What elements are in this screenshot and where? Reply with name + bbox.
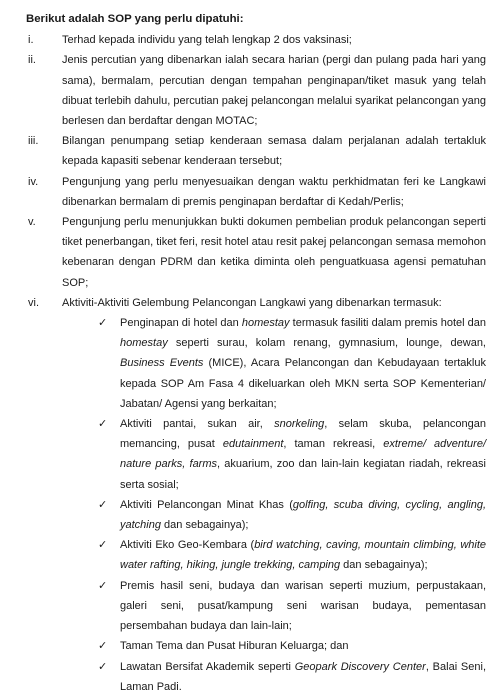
activity-item: [98, 535, 486, 575]
item-text: Pengunjung yang perlu menyesuaikan dengan waktu perkhidmatan feri ke Langkawi dibenarkan bermalam di premis penginapan berdaftar di Kedah/Perlis;: [62, 175, 486, 208]
item-text: Bilangan penumpang setiap kenderaan semasa dalam perjalanan adalah tertakluk kepada kapasiti sebenar kenderaan tersebut;: [62, 135, 486, 168]
sop-item: [26, 131, 486, 171]
activity-text: Penginapan di hotel dan homestay termasuk fasiliti dalam premis hotel dan homestay seperti surau, kolam renang, gymnasium, lounge, dewan, Business Events (MICE), Acara Pelancongan dan Kebudayaan tertakluk kepada SOP Am Fasa 4 dikeluarkan oleh MKN serta SOP Kementerian/ Jabatan/ Agensi yang berkaitan;: [120, 317, 487, 410]
activity-item: [98, 576, 486, 637]
sop-item: [26, 30, 486, 50]
item-number: vi.: [28, 296, 39, 309]
sop-item: [26, 212, 486, 293]
check-mark-icon: ✓: [98, 578, 108, 592]
activity-item: [98, 495, 486, 535]
item-text: Terhad kepada individu yang telah lengkap 2 dos vaksinasi;: [62, 34, 352, 47]
item-number: v.: [28, 216, 36, 229]
item-number: i.: [28, 34, 34, 47]
activities-list: [62, 313, 486, 697]
activity-text: Aktiviti Eko Geo-Kembara (bird watching, caving, mountain climbing, white water rafting, hiking, jungle trekking, camping dan sebagainya);: [120, 539, 487, 572]
check-mark-icon: ✓: [98, 639, 108, 653]
activity-text: Taman Tema dan Pusat Hiburan Keluarga; dan: [120, 640, 349, 653]
item-text: Aktiviti-Aktiviti Gelembung Pelancongan Langkawi yang dibenarkan termasuk:: [62, 296, 442, 309]
item-text: Pengunjung perlu menunjukkan bukti dokumen pembelian produk pelancongan seperti tiket penerbangan, tiket feri, resit hotel atau resit pakej pelancongan semasa memohon kebenaran dengan PDRM dan ketika diminta oleh penguatkuasa agensi pematuhan SOP;: [62, 216, 486, 289]
check-mark-icon: ✓: [98, 417, 108, 431]
sop-list: [26, 30, 486, 697]
check-mark-icon: ✓: [98, 316, 108, 330]
activity-item: [98, 636, 486, 656]
activity-item: [98, 414, 486, 495]
activity-text: Aktiviti Pelancongan Minat Khas (golfing, scuba diving, cycling, angling, yatching dan sebagainya);: [120, 498, 486, 532]
item-text: Jenis percutian yang dibenarkan ialah secara harian (pergi dan pulang pada hari yang sama), bermalam, percutian dengan tempahan penginapan/tiket masuk yang telah dibuat terlebih dahulu, percutian pakej pelancongan melalui syarikat pelancongan yang berlesen dan berdaftar dengan MOTAC;: [62, 54, 486, 128]
item-number: ii.: [28, 54, 36, 67]
sop-item: [26, 50, 486, 131]
sop-item: [26, 172, 486, 212]
check-mark-icon: ✓: [98, 538, 108, 552]
check-mark-icon: ✓: [98, 497, 108, 511]
check-mark-icon: ✓: [98, 659, 108, 673]
activity-text: Aktiviti pantai, sukan air, snorkeling, selam skuba, pelancongan memancing, pusat edutainment, taman rekreasi, extreme/ adventure/ nature parks, farms, akuarium, zoo dan lain-lain kegiatan riadah, rekreasi serta sosial;: [120, 418, 487, 491]
item-number: iii.: [28, 135, 39, 148]
sop-item-activities: [26, 293, 486, 697]
activity-text: Lawatan Bersifat Akademik seperti Geopark Discovery Center, Balai Seni, Laman Padi.: [120, 660, 486, 693]
activity-item: [98, 657, 486, 697]
activity-text: Premis hasil seni, budaya dan warisan seperti muzium, perpustakaan, galeri seni, pusat/kampung seni warisan budaya, pementasan persembahan budaya dan lain-lain;: [120, 579, 486, 633]
item-number: iv.: [28, 175, 39, 188]
document-heading: Berikut adalah SOP yang perlu dipatuhi:: [26, 13, 244, 25]
activity-item: [98, 313, 486, 414]
